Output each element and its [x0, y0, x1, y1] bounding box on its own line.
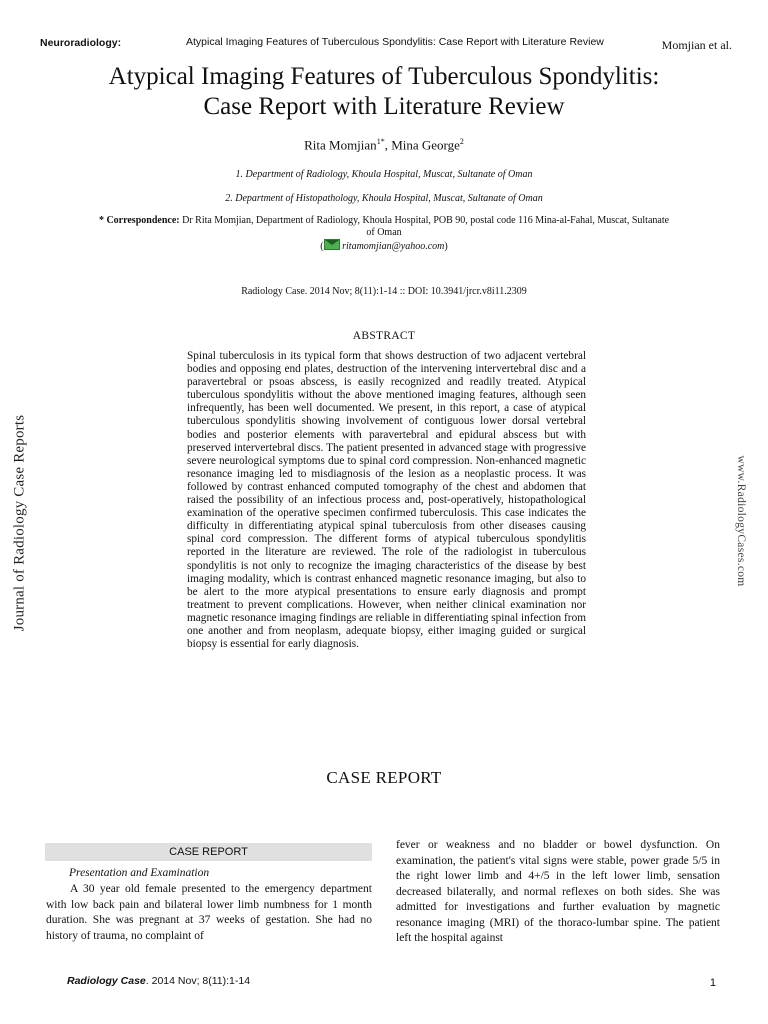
email-close-paren: ): [444, 241, 448, 252]
article-title-line-1: Atypical Imaging Features of Tuberculous Spondylitis:: [108, 63, 660, 90]
header-section-label: Neuroradiology:: [40, 37, 122, 49]
author-name: Mina George: [391, 137, 460, 153]
correspondence-label: * Correspondence:: [98, 215, 180, 226]
header-running-title: Atypical Imaging Features of Tuberculous Spondylitis: Case Report with Literature Review: [186, 36, 604, 48]
footer-journal-name: Radiology Case: [67, 975, 146, 987]
page-number: 1: [709, 977, 716, 989]
article-title: [0, 62, 768, 122]
subsection-heading: Presentation and Examination: [69, 867, 210, 879]
side-website-label: [730, 438, 752, 604]
author-name: Rita Momjian: [304, 137, 377, 153]
header-running-author: Momjian et al.: [661, 38, 732, 52]
correspondence-text: Dr Rita Momjian, Department of Radiology, Khoula Hospital, POB 90, postal code 116 Mina-al-Fahal, Muscat, Sultanate of Oman: [179, 215, 670, 238]
side-journal-text: Journal of Radiology Case Reports: [11, 414, 28, 632]
author-separator: ,: [384, 137, 392, 153]
correspondence: [96, 215, 672, 239]
author-superscript: 1*: [376, 137, 385, 146]
section-heading-box: CASE REPORT: [45, 843, 372, 861]
body-text-right-column: fever or weakness and no bladder or bowel dysfunction. On examination, the patient's vital signs were stable, power grade 5/5 in the right lower limb and 4+/5 in the left lower limb, sensation decreased bilaterally, and normal reflexes on both sides. She was admitted for investigations and further evaluation by magnetic resonance imaging (MRI) of the thoraco-lumbar spine. The patient left the hospital against: [396, 839, 720, 944]
side-journal-label: [6, 386, 34, 660]
case-report-title: CASE REPORT: [326, 768, 442, 787]
email-open-paren: (: [320, 241, 324, 252]
affiliation-2: 2. Department of Histopathology, Khoula Hospital, Muscat, Sultanate of Oman: [225, 193, 543, 204]
email-address[interactable]: ritamomjian@yahoo.com: [339, 241, 445, 252]
affiliation-1: 1. Department of Radiology, Khoula Hospital, Muscat, Sultanate of Oman: [235, 169, 533, 180]
footer-citation: [67, 975, 250, 987]
author-list: [0, 137, 768, 153]
envelope-icon: [324, 239, 340, 250]
correspondence-email-line: [0, 239, 768, 252]
abstract-text: Spinal tuberculosis in its typical form that shows destruction of two adjacent vertebral bodies and opposing end plates, destruction of the intervening intervertebral disc and a paravertebral or psoas abscess, is easily recognized and readily treated. Atypical tuberculous spondylitis without the above mentioned imaging features, although seen infrequently, has been well documented. We present, in this report, a case of atypical tuberculous spondylitis showing involvement of contiguous lower dorsal vertebral bodies and posterior elements with paravertebral and epidural abscess but with preserved intervertebral discs. The patient presented in advanced stage with progressive severe neurological symptoms due to spinal cord compression. Non-enhanced magnetic resonance imaging led to misdiagnosis of the lesion as a neoplastic process. It was followed by contrast enhanced computed tomography of the chest and abdomen that raised the possibility of an infectious process and, post-operatively, histopathological examination of the operative specimen confirmed tuberculosis. This case indicates the difficulty in differentiating atypical spinal tuberculosis from other diseases causing spinal cord compression. The different forms of atypical tuberculous spondylitis reported in the literature are reviewed. The role of the radiologist in tuberculous spondylitis is not only to recognize the imaging characteristics of the disease by best imaging modality, which is contrast enhanced magnetic resonance imaging, but also to be alert to the more atypical presentations to ensure early diagnosis and prompt treatment to prevent complications. However, when neither clinical examination nor magnetic resonance imaging findings are reliable in differentiating spinal infection from one another and from neoplasm, adequate biopsy, either imaging guided or surgical biopsy is essential for early diagnosis.: [187, 350, 586, 651]
article-title-line-2: Case Report with Literature Review: [203, 93, 565, 120]
abstract-heading: ABSTRACT: [352, 330, 416, 342]
side-website-text[interactable]: www.RadiologyCases.com: [735, 455, 747, 587]
citation-line: Radiology Case. 2014 Nov; 8(11):1-14 :: DOI: 10.3941/jrcr.v8i11.2309: [241, 286, 527, 297]
body-text-left-column: A 30 year old female presented to the emergency department with low back pain and bilateral lower limb numbness for 1 month duration. She was pregnant at 37 weeks of gestation. She had no history of trauma, no complaint of: [46, 883, 372, 942]
author-superscript: 2: [459, 137, 464, 146]
footer-citation-text: . 2014 Nov; 8(11):1-14: [145, 975, 251, 987]
